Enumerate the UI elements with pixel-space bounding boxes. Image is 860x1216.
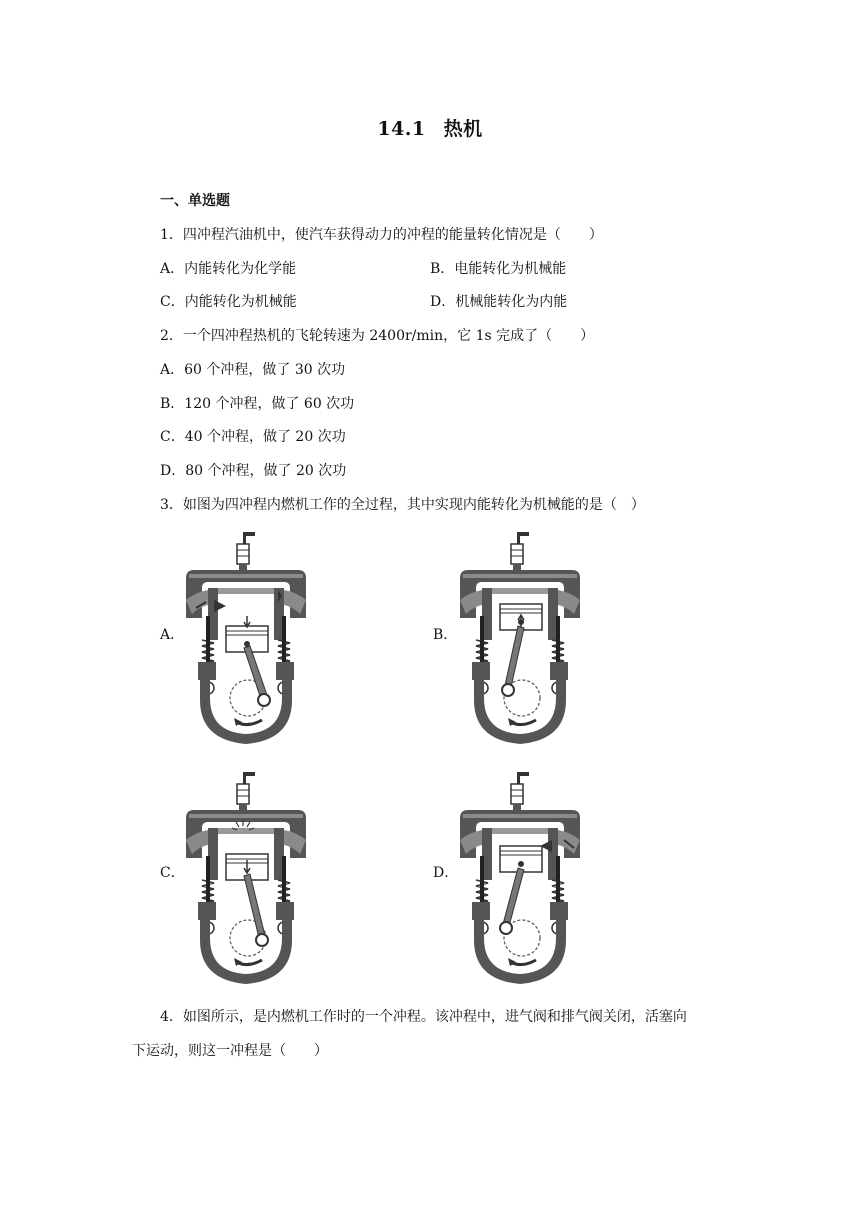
q2-option-d[interactable]: D．80 个冲程，做了 20 次功 [160, 463, 347, 479]
page-title [0, 114, 860, 141]
question-3-stem: 3．如图为四冲程内燃机工作的全过程，其中实现内能转化为机械能的是（ ） [160, 497, 645, 513]
section-heading: 一、单选题 [160, 193, 230, 209]
title-number: 14.1 [377, 118, 426, 140]
q4-line-1: 4．如图所示，是内燃机工作时的一个冲程。该冲程中，进气阀和排气阀关闭，活塞向 [160, 1009, 687, 1025]
q3-label-a[interactable]: A． [160, 627, 185, 643]
q4-line-2: 下运动，则这一冲程是（ ） [132, 1043, 328, 1059]
engine-diagram-a [186, 530, 310, 746]
title-text: 热机 [443, 118, 483, 140]
question-2-stem: 2．一个四冲程热机的飞轮转速为 2400r/min，它 1s 完成了（ ） [160, 328, 595, 344]
q1-option-b[interactable]: B．电能转化为机械能 [430, 261, 567, 277]
q1-option-c[interactable]: C．内能转化为机械能 [160, 294, 297, 310]
engine-diagram-c [186, 770, 310, 986]
q2-option-b[interactable]: B．120 个冲程，做了 60 次功 [160, 396, 355, 412]
q3-label-d[interactable]: D． [433, 865, 459, 881]
question-1-stem: 1．四冲程汽油机中，使汽车获得动力的冲程的能量转化情况是（ ） [160, 227, 603, 243]
q2-option-a[interactable]: A．60 个冲程，做了 30 次功 [160, 362, 346, 378]
q3-label-c[interactable]: C． [160, 865, 185, 881]
q2-option-c[interactable]: C．40 个冲程，做了 20 次功 [160, 429, 346, 445]
question-4-stem [132, 1000, 732, 1068]
q1-option-d[interactable]: D．机械能转化为内能 [430, 294, 568, 310]
q3-label-b[interactable]: B． [433, 627, 458, 643]
q1-option-a[interactable]: A．内能转化为化学能 [160, 261, 297, 277]
engine-diagram-b [460, 530, 584, 746]
engine-diagram-d [460, 770, 584, 986]
